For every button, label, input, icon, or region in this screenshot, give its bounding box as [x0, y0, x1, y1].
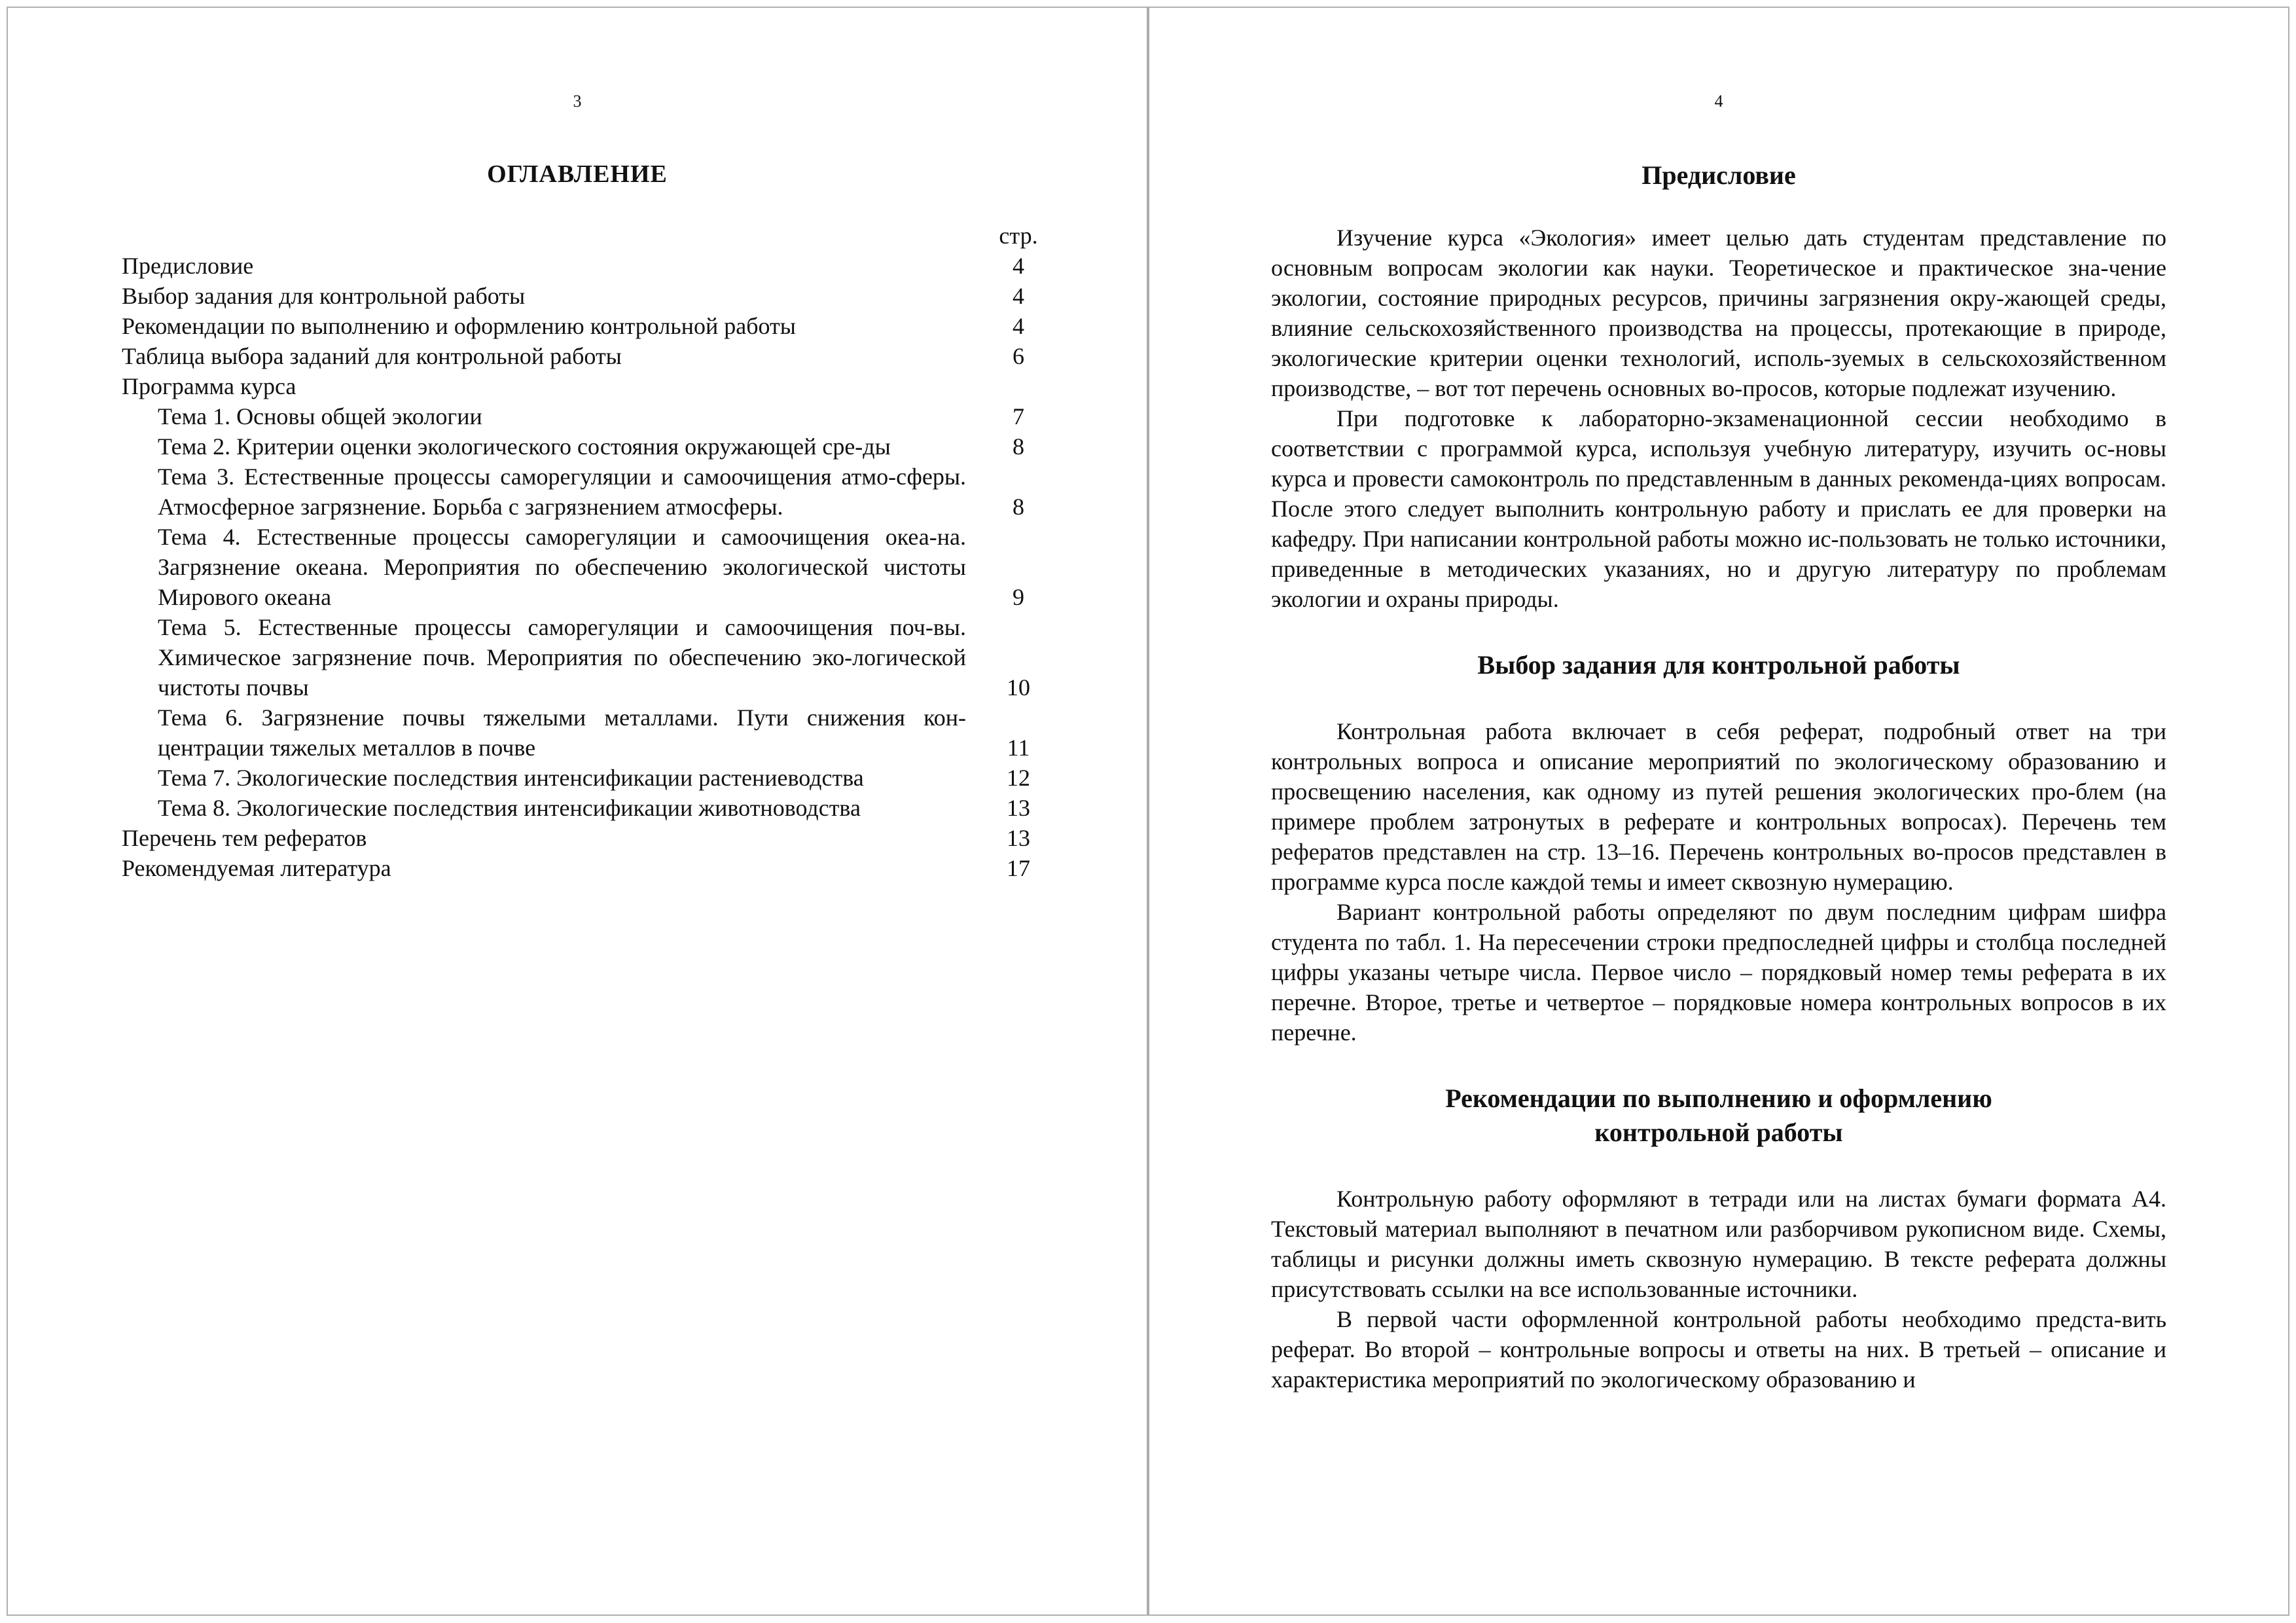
toc-entry[interactable]: [122, 281, 1038, 311]
paragraph: Контрольная работа включает в себя реферат, подробный ответ на три контрольных вопроса и описание мероприятий по экологическому образованию и просвещению населения, как одному из путей решения экологических про-блем (на примере проблем затронутых в реферате и контрольных вопросах). Перечень тем рефератов представлен на стр. 13–16. Перечень контрольных во-просов представлен в программе курса после каждой темы и имеет сквозную нумерацию.: [1271, 718, 2166, 895]
toc-entry[interactable]: [122, 431, 1038, 462]
toc-entry[interactable]: [122, 311, 1038, 341]
section-preface: [1271, 158, 2166, 614]
paragraph: Вариант контрольной работы определяют по двум последним цифрам шифра студента по табл. 1. На пересечении строки предпоследней цифры и столбца последней цифры указаны четыре числа. Первое число – порядковый номер темы реферата в их перечне. Второе, третье и четвертое – порядковые номера контрольных вопросов в их перечне.: [1271, 899, 2166, 1046]
toc-entry-page: 6: [1013, 343, 1024, 369]
toc-entry-text: Тема 1. Основы общей экологии: [158, 403, 482, 429]
section-task-choice: [1271, 648, 2166, 1048]
toc-entry[interactable]: [122, 793, 1038, 823]
toc-entry[interactable]: [122, 522, 1038, 612]
toc-entry-page: 17: [1007, 855, 1030, 881]
left-page: [7, 7, 1148, 1616]
toc-entry-text: Рекомендуемая литература: [122, 855, 391, 881]
toc-entry[interactable]: [122, 702, 1038, 763]
toc-entry-page: 4: [1013, 313, 1024, 339]
toc-entry-text: Тема 4. Естественные процессы саморегуляции и самоочищения океа-на. Загрязнение океана. Мероприятия по обеспечению экологической чистоты Мирового океана: [158, 524, 966, 610]
paragraph: Изучение курса «Экология» имеет целью дать студентам представление по основным вопросам экологии как науки. Теоретическое и практическое зна-чение экологии, состояние природных ресурсов, причины загрязнения окру-жающей среды, влияние сельскохозяйственного производства на процессы, протекающие в природе, экологические критерии оценки технологий, исполь-зуемых в сельскохозяйственном производстве, – вот тот перечень основных во-просов, которые подлежат изучению.: [1271, 225, 2166, 401]
toc-entry[interactable]: [122, 401, 1038, 431]
section-heading: Выбор задания для контрольной работы: [1477, 650, 1960, 680]
right-page: [1148, 7, 2289, 1616]
toc-entry[interactable]: [122, 341, 1038, 371]
toc-entry[interactable]: [122, 251, 1038, 281]
toc-entry-text: Рекомендации по выполнению и оформлению контрольной работы: [122, 313, 796, 339]
toc-entry-page: 13: [1007, 825, 1030, 851]
toc-entry-page: 7: [1013, 403, 1024, 429]
paragraph: В первой части оформленной контрольной работы необходимо предста-вить реферат. Во второй – контрольные вопросы и ответы на них. В третьей – описание и характеристика мероприятий по экологическому образованию и: [1271, 1306, 2166, 1393]
page-number: 3: [573, 92, 582, 111]
toc-entry-page: 12: [1007, 765, 1030, 791]
toc-page-column-header: стр.: [999, 223, 1038, 249]
toc-entry-page: 4: [1013, 253, 1024, 279]
toc-entry-text: Предисловие: [122, 253, 254, 279]
toc-entry-text: Тема 2. Критерии оценки экологического состояния окружающей сре-ды: [158, 433, 891, 460]
toc-entry[interactable]: [122, 823, 1038, 853]
toc-entry-page: 4: [1013, 283, 1024, 309]
toc-entry[interactable]: [122, 612, 1038, 702]
toc-entry[interactable]: [122, 462, 1038, 522]
toc-entry-page: 10: [1007, 674, 1030, 701]
toc-entry-page: 11: [1007, 735, 1030, 761]
toc-entry[interactable]: [122, 371, 1038, 401]
toc-entry-text: Тема 8. Экологические последствия интенсификации животноводства: [158, 795, 861, 821]
toc-entry-text: Таблица выбора заданий для контрольной работы: [122, 343, 622, 369]
toc-title: ОГЛАВЛЕНИЕ: [487, 160, 668, 188]
toc-entry[interactable]: [122, 763, 1038, 793]
paragraph: При подготовке к лабораторно-экзаменационной сессии необходимо в соответствии с программой курса, используя учебную литературу, изучить ос-новы курса и провести самоконтроль по представленным в данных рекоменда-циях вопросам. После этого следует выполнить контрольную работу и прислать ее для проверки на кафедру. При написании контрольной работы можно ис-пользовать не только источники, приведенные в методических указаниях, но и другую литературу по проблемам экологии и охраны природы.: [1271, 405, 2166, 612]
toc-entry-page: 8: [1013, 433, 1024, 460]
toc-entry-page: 8: [1013, 494, 1024, 520]
toc-entry-text: Тема 5. Естественные процессы саморегуляции и самоочищения поч-вы. Химическое загрязнение почв. Мероприятия по обеспечению эко-логической чистоты почвы: [158, 614, 966, 701]
toc-entry-text: Перечень тем рефератов: [122, 825, 367, 851]
section-heading-line: контрольной работы: [1594, 1118, 1843, 1147]
toc-header-row: [122, 221, 1038, 251]
section-heading: Предисловие: [1641, 160, 1796, 190]
paragraph: Контрольную работу оформляют в тетради или на листах бумаги формата А4. Текстовый материал выполняют в печатном или разборчивом рукописном виде. Схемы, таблицы и рисунки должны иметь сквозную нумерацию. В тексте реферата должны присутствовать ссылки на все использованные источники.: [1271, 1186, 2166, 1302]
toc-entry-page: 13: [1007, 795, 1030, 821]
toc-entry-text: Тема 3. Естественные процессы саморегуляции и самоочищения атмо-сферы. Атмосферное загрязнение. Борьба с загрязнением атмосферы.: [158, 464, 966, 520]
toc-entry-page: 9: [1013, 584, 1024, 610]
toc-entry-text: Выбор задания для контрольной работы: [122, 283, 526, 309]
section-recommendations: [1271, 1082, 2166, 1395]
toc-entry-text: Программа курса: [122, 373, 296, 399]
toc-entry[interactable]: [122, 853, 1038, 883]
page-number: 4: [1714, 92, 1723, 111]
section-heading-line: Рекомендации по выполнению и оформлению: [1445, 1084, 1992, 1113]
page-body: [1271, 158, 2166, 1395]
toc-entry-text: Тема 7. Экологические последствия интенсификации растениеводства: [158, 765, 864, 791]
toc-entry-text: Тема 6. Загрязнение почвы тяжелыми металлами. Пути снижения кон-центрации тяжелых металлов в почве: [158, 704, 966, 761]
table-of-contents: [122, 221, 1038, 883]
